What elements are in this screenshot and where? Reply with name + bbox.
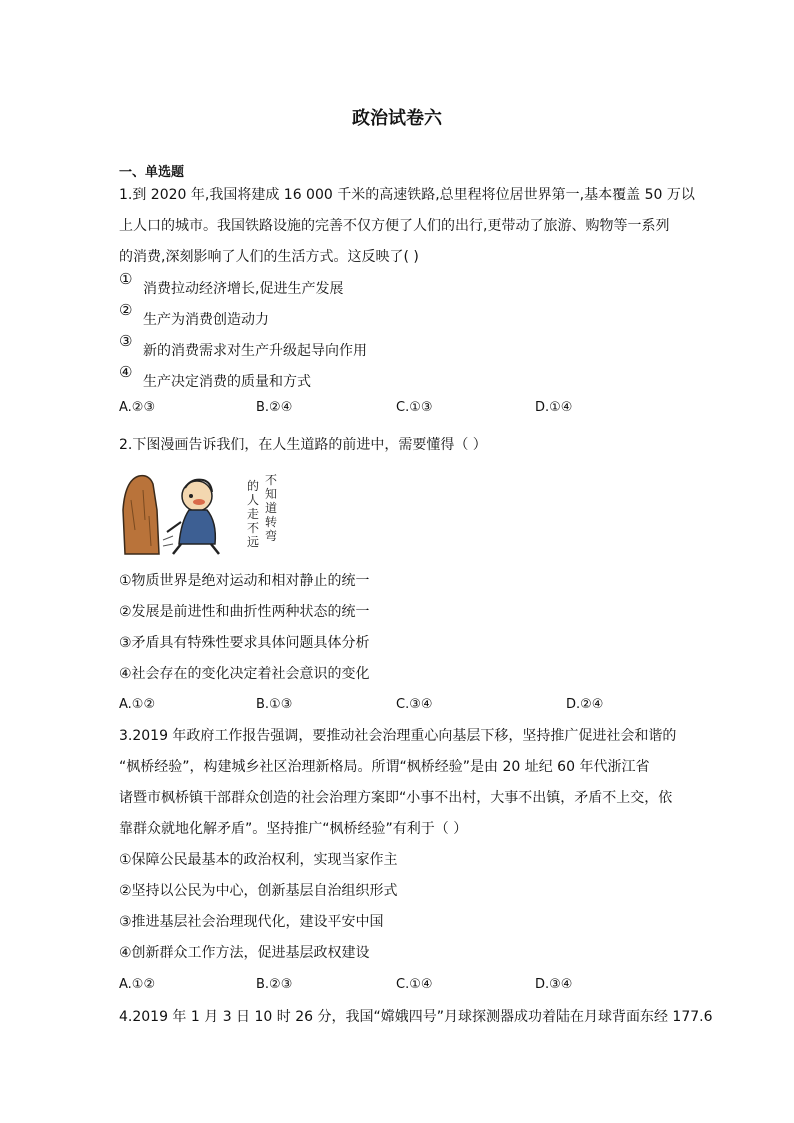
svg-text:不: 不 (247, 521, 260, 535)
q1-stem-line-2: 上人口的城市。我国铁路设施的完善不仅方便了人们的出行,更带动了旅游、购物等一系列 (119, 218, 670, 234)
q1-item-3: 新的消费需求对生产升级起导向作用 (143, 343, 367, 359)
q3-choice-a: A.①② (119, 977, 156, 992)
svg-text:不: 不 (265, 473, 278, 487)
q3-stem-line-3: 诸暨市枫桥镇干部群众创造的社会治理方案即“小事不出村，大事不出镇，矛盾不上交，依 (119, 790, 673, 806)
q1-item-2: 生产为消费创造动力 (143, 312, 269, 328)
q3-choice-b: B.②③ (256, 977, 293, 992)
svg-text:道: 道 (265, 501, 278, 515)
svg-text:知: 知 (265, 487, 278, 501)
svg-text:远: 远 (247, 535, 260, 549)
q3-stem-line-2: “枫桥经验”，构建城乡社区治理新格局。所谓“枫桥经验”是由 20 址纪 60 年代浙江省 (119, 759, 650, 775)
q1-marker-1: ① (119, 270, 133, 288)
q1-stem-line-3: 的消费,深刻影响了人们的生活方式。这反映了( ) (119, 249, 419, 265)
q2-item-4: ④社会存在的变化决定着社会意识的变化 (119, 666, 370, 682)
q1-stem-line-1: 1.到 2020 年,我国将建成 16 000 千米的高速铁路,总里程将位居世界第一,基本覆盖 50 万以 (119, 187, 695, 203)
svg-text:弯: 弯 (265, 529, 278, 543)
q1-marker-3: ③ (119, 332, 133, 350)
q3-item-1: ①保障公民最基本的政治权利，实现当家作主 (119, 852, 398, 868)
svg-text:走: 走 (247, 507, 260, 521)
section-heading: 一、单选题 (119, 165, 185, 180)
q2-choice-c: C.③④ (396, 697, 433, 712)
q1-choice-c: C.①③ (396, 400, 433, 415)
q2-choice-b: B.①③ (256, 697, 293, 712)
q1-marker-4: ④ (119, 363, 133, 381)
page-title: 政治试卷六 (352, 108, 442, 129)
q3-stem-line-4: 靠群众就地化解矛盾”。坚持推广“枫桥经验”有利于（ ） (119, 821, 468, 837)
svg-text:人: 人 (247, 493, 260, 507)
q1-marker-2: ② (119, 301, 133, 319)
q4-stem: 4.2019 年 1 月 3 日 10 时 26 分，我国“嫦娥四号”月球探测器成功着陆在月球背面东经 177.6 (119, 1009, 713, 1025)
q3-choice-c: C.①④ (396, 977, 433, 992)
q2-choice-d: D.②④ (566, 697, 604, 712)
q2-stem: 2.下图漫画告诉我们，在人生道路的前进中，需要懂得（ ） (119, 437, 487, 453)
q1-item-1: 消费拉动经济增长,促进生产发展 (143, 281, 344, 297)
q1-choice-d: D.①④ (535, 400, 573, 415)
q3-item-4: ④创新群众工作方法，促进基层政权建设 (119, 945, 370, 961)
q2-item-2: ②发展是前进性和曲折性两种状态的统一 (119, 604, 370, 620)
q2-item-3: ③矛盾具有特殊性要求具体问题具体分析 (119, 635, 370, 651)
q2-choice-a: A.①② (119, 697, 156, 712)
q3-choice-d: D.③④ (535, 977, 573, 992)
svg-text:的: 的 (247, 479, 260, 493)
q1-choice-b: B.②④ (256, 400, 293, 415)
q3-stem-line-1: 3.2019 年政府工作报告强调，要推动社会治理重心向基层下移，坚持推广促进社会和谐的 (119, 728, 677, 744)
cartoon-image (119, 470, 291, 556)
q1-item-4: 生产决定消费的质量和方式 (143, 374, 311, 390)
q3-item-2: ②坚持以公民为中心，创新基层自治组织形式 (119, 883, 398, 899)
q3-item-3: ③推进基层社会治理现代化，建设平安中国 (119, 914, 384, 930)
svg-text:转: 转 (265, 515, 278, 529)
q2-item-1: ①物质世界是绝对运动和相对静止的统一 (119, 573, 370, 589)
q1-choice-a: A.②③ (119, 400, 156, 415)
